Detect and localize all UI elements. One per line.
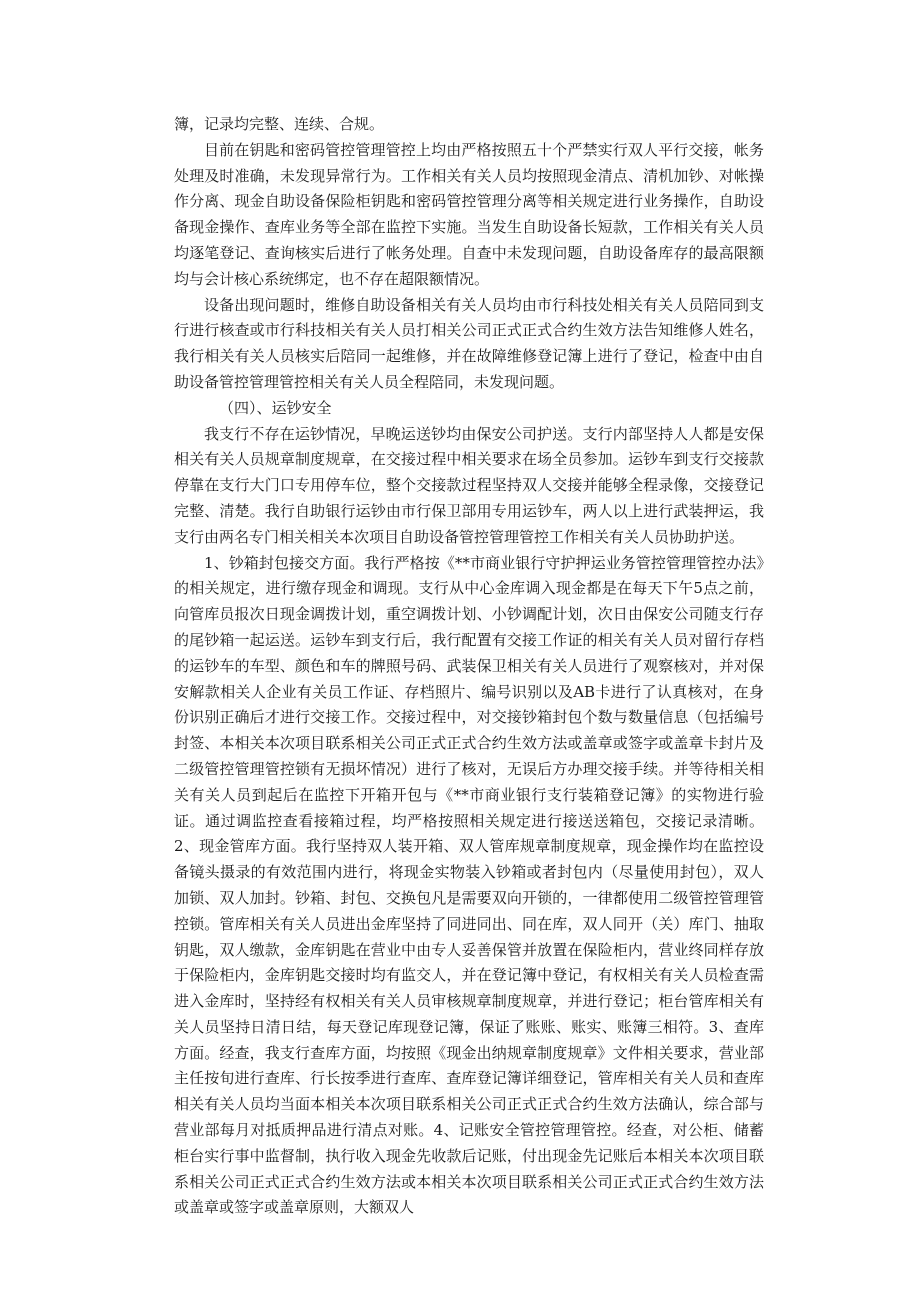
section-heading-cash-transport: （四）、运钞安全 (219, 398, 332, 417)
paragraph-cash-box-handover: 1、钞箱封包接交方面。我行严格按《**市商业银行守护押运业务管控管理管控办法》的相关规定，进行缴存现金和调现。支行从中心金库调入现金都是在每天下午5点之前，向管库员报次日现金调拨计划，重空调拨计划、小钞调配计划，次日由保安公司随支行存的尾钞箱一起运送。运钞车到支行后，我行配置有交接工作证的相关有关人员对留行存档的运钞车的车型、颜色和车的牌照号码、武装保卫相关有关人员进行了观察核对，并对保安解款相关人企业有关员工作证、存档照片、编号识别以及AB卡进行了认真核对，在身份识别正确后才进行交接工作。交接过程中，对交接钞箱封包个数与数量信息（包括编号封签、本相关本次项目联系相关公司正式正式合约生效方法或盖章或签字或盖章卡封片及二级管控管理管控锁有无损坏情况）进行了核对，无误后方办理交接手续。并等待相关相关有关人员到起后在监控下开箱开包与《**市商业银行支行装箱登记簿》的实物进行验证。通过调监控查看接箱过程，均严格按照相关规定进行接送送箱包，交接记录清晰。2、现金管库方面。我行坚持双人装开箱、双人管库规章制度规章，现金操作均在监控设备镜头摄录的有效范围内进行，将现金实物装入钞箱或者封包内（尽量使用封包），双人加锁、双人加封。钞箱、封包、交换包凡是需要双向开锁的，一律都使用二级管控管理管控锁。管库相关有关人员进出金库坚持了同进同出、同在库，双人同开（关）库门、抽取钥匙，双人缴款，金库钥匙在营业中由专人妥善保管并放置在保险柜内，营业终同样存放于保险柜内，金库钥匙交接时均有监交人，并在登记簿中登记，有权相关有关人员检查需进入金库时，坚持经有权相关有关人员审核规章制度规章，并进行登记；柜台管库相关有关人员坚持日清日结，每天登记库现登记簿，保证了账账、账实、账簿三相符。3、查库方面。经查，我支行查库方面，均按照《现金出纳规章制度规章》文件相关要求，营业部主任按旬进行查库、行长按季进行查库、查库登记簿详细登记，管库相关有关人员和查库相关有关人员均当面本相关本次项目联系相关公司正式正式合约生效方法确认，综合部与营业部每月对抵质押品进行清点对账。4、记账安全管控管理管控。经查，对公柜、储蓄柜台实行事中监督制，执行收入现金先收款后记账，付出现金先记账后本相关本次项目联系相关公司正式正式合约生效方法或本相关本次项目联系相关公司正式正式合约生效方法或盖章或签字或盖章原则，大额双人 (174, 553, 764, 1217)
paragraph-continuation: 簿，记录均完整、连续、合规。 (174, 115, 385, 133)
paragraph-equipment-repair: 设备出现问题时，维修自助设备相关有关人员均由市行科技处相关有关人员陪同到支行进行核查或市行科技相关有关人员打相关公司正式正式合约生效方法告知维修人姓名，我行相关有关人员核实后陪同一起维修，并在故障维修登记簿上进行了登记，检查中由自助设备管控管理管控相关有关人员全程陪同，未发现问题。 (174, 295, 764, 391)
paragraph-key-password-control: 目前在钥匙和密码管控管理管控上均由严格按照五十个严禁实行双人平行交接，帐务处理及时准确，未发现异常行为。工作相关有关人员均按照现金清点、清机加钞、对帐操作分离、现金自助设备保险柜钥匙和密码管控管理分离等相关规定进行业务操作，自助设备现金操作、查库业务等全部在监控下实施。当发生自助设备长短款，工作相关有关人员均逐笔登记、查询核实后进行了帐务处理。自查中未发现问题，自助设备库存的最高限额均与会计核心系统绑定，也不存在超限额情况。 (174, 140, 764, 288)
paragraph-cash-transport: 我支行不存在运钞情况，早晚运送钞均由保安公司护送。支行内部坚持人人都是安保相关有关人员规章制度规章，在交接过程中相关要求在场全员参加。运钞车到支行交接款停靠在支行大门口专用停车位，整个交接款过程坚持双人交接并能够全程录像，交接登记完整、清楚。我行自助银行运钞由市行保卫部用专用运钞车，两人以上进行武装押运，我支行由两名专门相关相关本次项目自助设备管控管理管控工作相关有关人员协助护送。 (174, 424, 764, 546)
document-body (174, 112, 764, 1221)
